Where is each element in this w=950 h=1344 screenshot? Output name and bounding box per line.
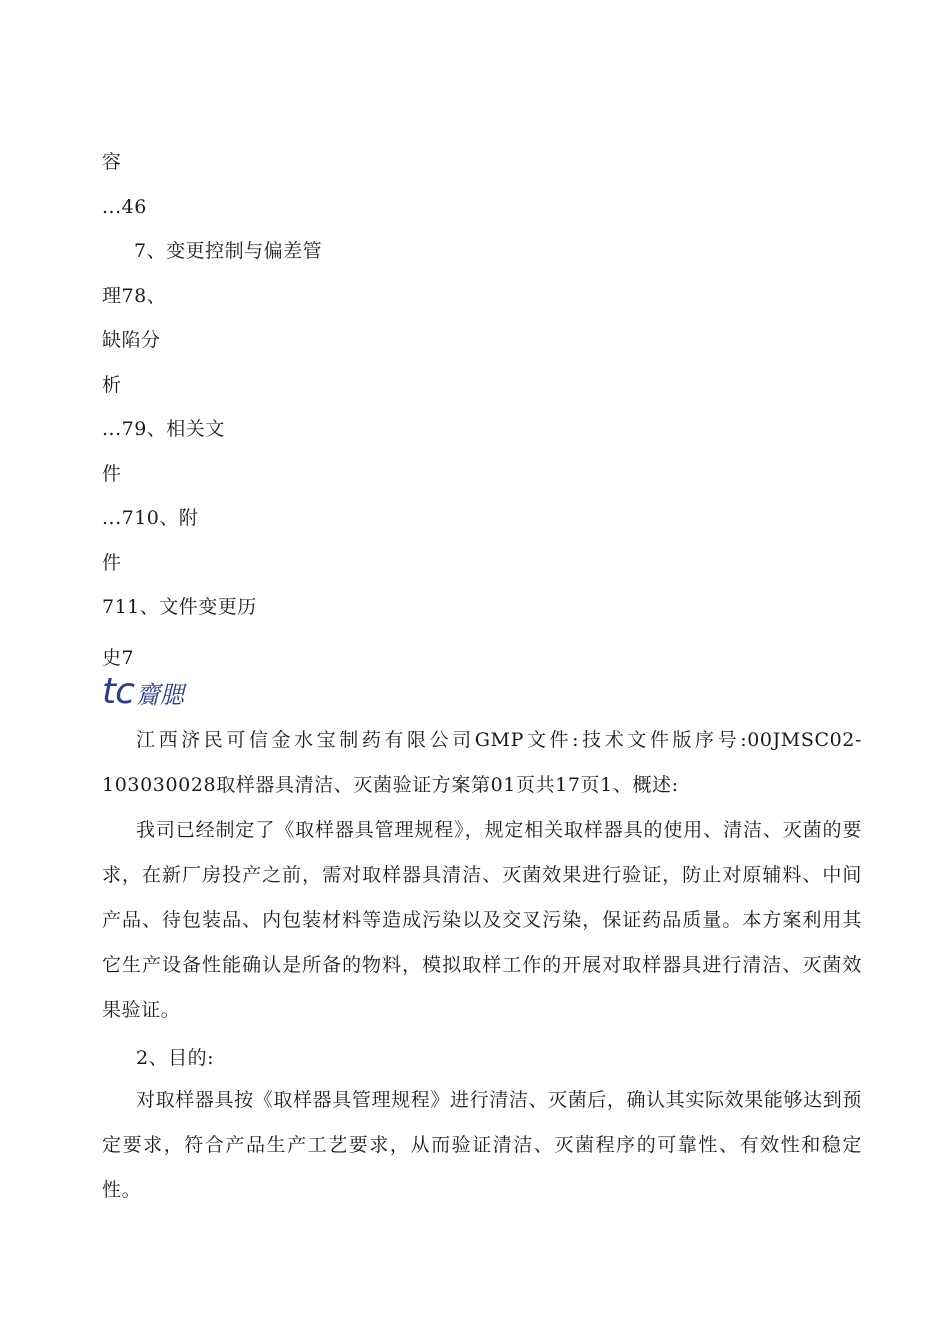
section-heading-purpose: 2、目的: — [136, 1047, 214, 1069]
toc-line: 理78、 — [102, 285, 167, 307]
purpose-paragraph: 对取样器具按《取样器具管理规程》进行清洁、灭菌后，确认其实际效果能够达到预定要求，符合产品生产工艺要求，从而验证清洁、灭菌程序的可靠性、有效性和稳定性。 — [102, 1089, 862, 1201]
company-logo — [102, 672, 184, 716]
document-header-text: 江西济民可信金水宝制药有限公司GMP文件:技术文件版序号:00JMSC02-103030028取样器具清洁、灭菌验证方案第01页共17页1、概述: — [102, 729, 862, 796]
logo-mark: tc — [102, 671, 134, 712]
toc-line: 件 — [102, 552, 122, 574]
logo-text: 齎腮 — [135, 681, 184, 709]
toc-line: 711、文件变更历 — [102, 596, 257, 618]
toc-line: 析 — [102, 374, 122, 396]
overview-paragraph: 我司已经制定了《取样器具管理规程》，规定相关取样器具的使用、清洁、灭菌的要求，在新厂房投产之前，需对取样器具清洁、灭菌效果进行验证，防止对原辅料、中间产品、待包装品、内包装材料等造成污染以及交叉污染，保证药品质量。本方案利用其它生产设备性能确认是所备的物料，模拟取样工作的开展对取样器具进行清洁、灭菌效果验证。 — [102, 819, 862, 1021]
toc-line: 史7 — [102, 647, 135, 669]
toc-line: ...710、附 — [102, 507, 199, 529]
toc-line: 件 — [102, 463, 122, 485]
toc-line: 7、变更控制与偏差管 — [134, 240, 323, 262]
toc-line: 缺陷分 — [102, 329, 161, 351]
toc-line: 容 — [102, 151, 122, 173]
toc-line: ...79、相关文 — [102, 418, 225, 440]
toc-line: ...46 — [102, 196, 147, 218]
